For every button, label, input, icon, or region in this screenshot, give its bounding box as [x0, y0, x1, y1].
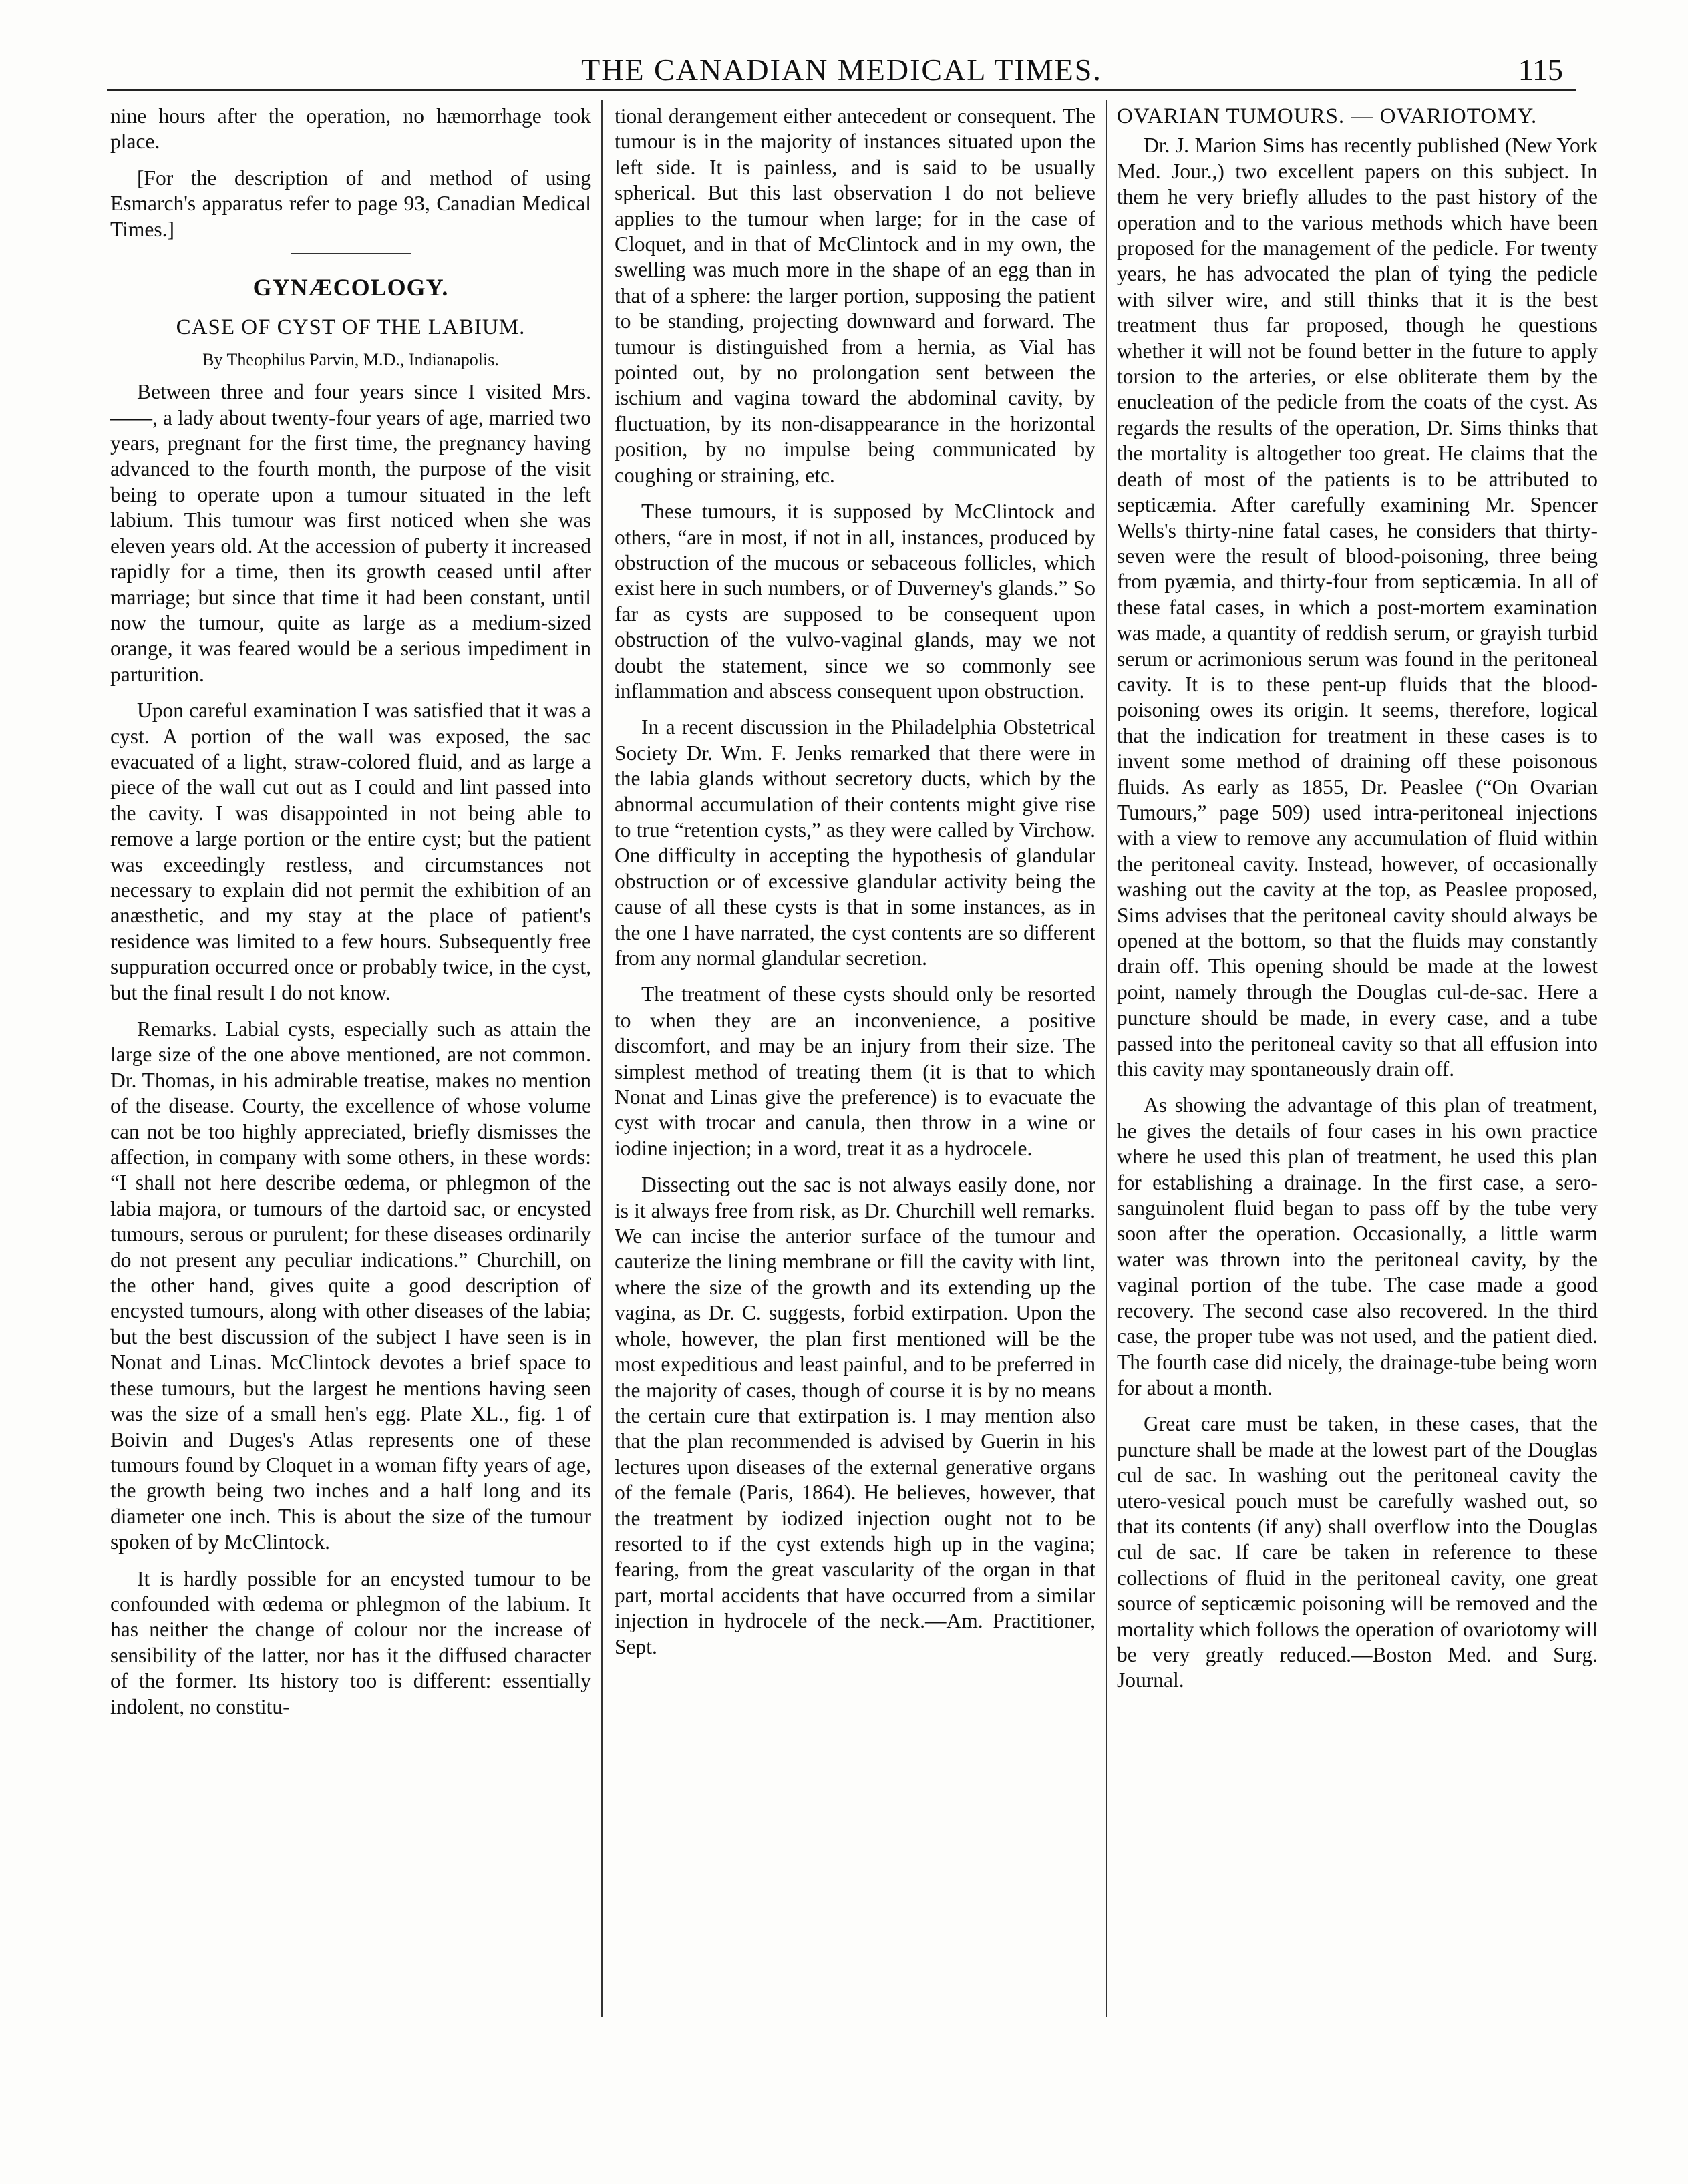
section-heading: GYNÆCOLOGY. [252, 274, 449, 301]
header-rule [107, 89, 1576, 91]
paragraph: These tumours, it is supposed by McClintock and others, “are in most, if not in all, instances, produced by obstruction of the mucous or sebaceous follicles, which exist here in such numbers, or of Duverney's glands.” So far as cysts are supposed to be consequent upon obstruction of the vulvo-vaginal glands, may we not doubt the statement, since we so commonly see inflammation and abscess consequent upon obstruction. [615, 500, 1095, 703]
section-rule [291, 253, 411, 254]
paragraph: In a recent discussion in the Philadelphia Obstetrical Society Dr. Wm. F. Jenks remarked that there were in the labia glands without secretory ducts, which by the abnormal accumulation of their contents might give rise to true “retention cysts,” as they were called by Virchow. One difficulty in accepting the hypothesis of glandular obstruction or of excessive glandular activity being the cause of all these cysts is that in some instances, as in the one I have narrated, the cyst contents are so different from any normal glandular secretion. [615, 715, 1095, 970]
paragraph: It is hardly possible for an encysted tumour to be confounded with œdema or phlegmon of the labium. It has neither the change of colour nor the increase of sensibility of the latter, nor has it the diffused character of the former. Its history too is different: essentially indolent, no constitu- [110, 1566, 591, 1718]
paragraph: Dr. J. Marion Sims has recently published (New York Med. Jour.,) two excellent papers on this subject. In them he very briefly alludes to the past history of the operation and to the various methods which have been proposed for the management of the pedicle. For twenty years, he has advocated the plan of tying the pedicle with silver wire, and still thinks that it is the best treatment thus far proposed, though he questions whether it will not be found better in the future to apply torsion to the arteries, or else obliterate them by the enucleation of the pedicle from the coats of the cyst. As regards the results of the operation, Dr. Sims thinks that the mortality is altogether too great. He claims that the death of most of the patients is to be attributed to septicæmia. After carefully examining Mr. Spencer Wells's thirty-nine fatal cases, he considers that thirty-seven were the result of blood-poisoning, three being from pyæmia, and thirty-four from septicæmia. In all of these fatal cases, in which a post-mortem examination was made, a quantity of reddish serum, or grayish turbid serum or acrimonious serum was found in the peritoneal cavity. It is to these pent-up fluids that the blood-poisoning owes its origin. It seems, therefore, logical that the indication for treatment in these cases is to invent some method of draining off these poisonous fluids. As early as 1855, Dr. Peaslee (“On Ovarian Tumours,” page 509) used intra-peritoneal injections with a view to remove any accumulation of fluid within the peritoneal cavity. Instead, however, of occasionally washing out the cavity at the top, as Peaslee proposed, Sims advises that the peritoneal cavity should always be opened at the bottom, so that the fluids may constantly drain off. This opening should be made at the lowest point, namely through the Douglas cul-de-sac. Here a puncture should be made, in every case, and a tube passed into the peritoneal cavity so that all effusion into this cavity may spontaneously drain off. [1117, 134, 1598, 1081]
paragraph: Dissecting out the sac is not always easily done, nor is it always free from risk, as Dr. Churchill well remarks. We can incise the anterior surface of the tumour and cauterize the lining membrane or fill the cavity with lint, where the size of the growth and its extending up the vagina, as Dr. C. suggests, forbid extirpation. Upon the whole, however, the plan first mentioned will be the most expeditious and least painful, and to be preferred in the majority of cases, though of course it is by no means the certain cure that extirpation is. I may mention also that the plan recommended is advised by Guerin in his lectures upon diseases of the external generative organs of the female (Paris, 1864). He believes, however, that the treatment by iodized injection ought not to be resorted to if the cyst extends high up in the vagina; fearing, from the great vascularity of the organ in that part, mortal accidents that have occurred from a similar injection in hydrocele of the neck.—Am. Practitioner, Sept. [615, 1173, 1095, 1658]
page-number: 115 [1518, 53, 1563, 87]
article-title: CASE OF CYST OF THE LABIUM. [176, 315, 526, 340]
paragraph: Remarks. Labial cysts, especially such as attain the large size of the one above mentioned, are not common. Dr. Thomas, in his admirable treatise, makes no mention of the disease. Courty, the excellence of whose volume can not be too highly appreciated, briefly dismisses the affection, in company with some others, in these words: “I shall not here describe œdema, or phlegmon of the labia majora, or tumours of the dartoid sac, or encysted tumours, serous or purulent; for these diseases ordinarily do not present any peculiar indications.” Churchill, on the other hand, gives quite a good description of encysted tumours, along with other diseases of the labia; but the best discussion of the subject I have seen is in Nonat and Linas. McClintock devotes a brief space to these tumours, but the largest he mentions having seen was the size of a small hen's egg. Plate XL., fig. 1 of Boivin and Duges's Atlas represents one of these tumours found by Cloquet in a woman fifty years of age, the growth being two inches and a half long and its diameter one inch. This is about the size of the tumour spoken of by McClintock. [110, 1017, 591, 1554]
column-3 [1117, 104, 1598, 2107]
byline: By Theophilus Parvin, M.D., Indianapolis. [202, 349, 499, 369]
paragraph: nine hours after the operation, no hæmorrhage took place. [110, 104, 591, 154]
paragraph: tional derangement either antecedent or consequent. The tumour is in the majority of instances situated upon the left side. It is painless, and is said to be usually spherical. But this last observation I do not believe applies to the tumour when large; for in the case of Cloquet, and in that of McClintock and in my own, the swelling was much more in the shape of an egg than in that of a sphere: the larger portion, supposing the patient to be standing, projecting downward and forward. The tumour is distinguished from a hernia, as Vial has pointed out, by no prolongation sent between the ischium and vagina toward the abdominal cavity, by fluctuation, by its non-disappearance in the horizontal position, by no impulse being communicated by coughing or straining, etc. [615, 104, 1095, 487]
journal-title: THE CANADIAN MEDICAL TIMES. [581, 53, 1102, 87]
reference-note: [For the description of and method of using Esmarch's apparatus refer to page 93, Canadian Medical Times.] [110, 166, 591, 241]
paragraph: The treatment of these cysts should only be resorted to when they are an inconvenience, a positive discomfort, and may be an injury from their size. The simplest method of treating them (it is that to which Nonat and Linas give the preference) is to evacuate the cyst with trocar and canula, then throw in a wine or iodine injection; in a word, treat it as a hydrocele. [615, 982, 1095, 1160]
paragraph: As showing the advantage of this plan of treatment, he gives the details of four cases in his own practice where he used this plan of treatment, he used this plan for establishing a drainage. In the first case, a sero-sanguinolent fluid began to pass off by the tube very soon after the operation. Occasionally, a little warm water was thrown into the peritoneal cavity, by the vaginal portion of the tube. The case made a good recovery. The second case also recovered. In the third case, the proper tube was not used, and the patient died. The fourth case did nicely, the drainage-tube being worn for about a month. [1117, 1093, 1598, 1399]
paragraph: Between three and four years since I visited Mrs.——, a lady about twenty-four years of age, married two years, pregnant for the first time, the pregnancy having advanced to the fourth month, the purpose of the visit being to operate upon a tumour situated in the left labium. This tumour was first noticed when she was eleven years old. At the accession of puberty it increased rapidly for a time, then its growth ceased until after marriage; but since that time it had been constant, until now the tumour, quite as large as a medium-sized orange, it was feared would be a serious impediment in parturition. [110, 380, 591, 686]
paragraph: Upon careful examination I was satisfied that it was a cyst. A portion of the wall was exposed, the sac evacuated of a light, straw-colored fluid, and as large a piece of the wall cut out as I could and lint passed into the cavity. I was disappointed in not being able to remove a large portion or the entire cyst; but the patient was exceedingly restless, and circumstances not necessary to explain did not permit the exhibition of an anæsthetic, and my stay at the place of patient's residence was limited to a few hours. Subsequently free suppuration occurred once or probably twice, in the cyst, but the final result I do not know. [110, 699, 591, 1005]
running-header [107, 47, 1576, 94]
column-divider [1106, 100, 1107, 2017]
article-title: OVARIAN TUMOURS. — OVARIOTOMY. [1117, 104, 1538, 128]
column-2 [615, 104, 1095, 2107]
column-1 [110, 104, 591, 2107]
column-divider [601, 100, 603, 2017]
paragraph: Great care must be taken, in these cases, that the puncture shall be made at the lowest part of the Douglas cul de sac. In washing out the peritoneal cavity the utero-vesical pouch must be carefully washed out, so that its contents (if any) shall overflow into the Douglas cul de sac. If care be taken in reference to these collections of fluid in the peritoneal cavity, one great source of septicæmic poisoning will be removed and the mortality which follows the operation of ovariotomy will be very greatly reduced.—Boston Med. and Surg. Journal. [1117, 1412, 1598, 1692]
